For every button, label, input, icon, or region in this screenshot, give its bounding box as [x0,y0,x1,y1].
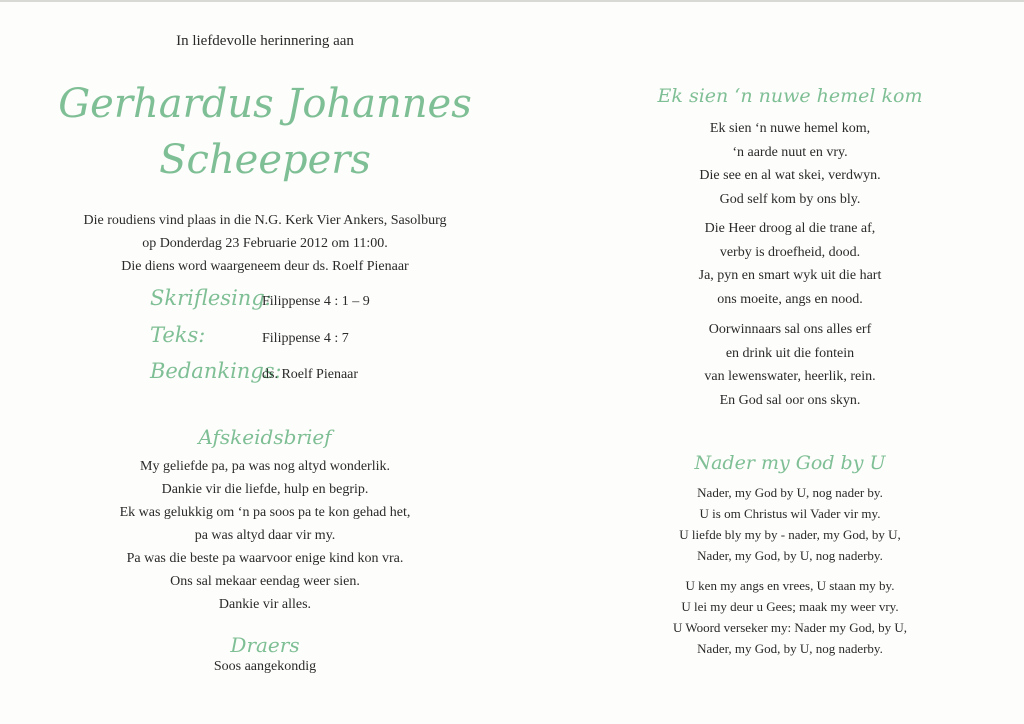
hymn-line: Die Heer droog al die trane af, [704,221,876,236]
hymn-stanza [560,217,1020,311]
program-value: ds. Roelf Pienaar [262,367,359,382]
program-label: Teks: [150,323,206,347]
hymn-line: Nader, my God, by U, nog naderby. [697,641,883,656]
hymn-line: Nader, my God by U, nog nader by. [697,485,883,500]
draers-heading: Draers [230,633,300,657]
poem-line: pa was altyd daar vir my. [194,528,336,543]
program-label: Bedankings: [150,359,282,383]
program-row-teks [150,323,349,351]
hymn-line: verby is droefheid, dood. [719,244,861,260]
hymn-line: U liefde bly my by - nader, my God, by U, [679,527,901,542]
hymn-line: Oorwinnaars sal ons alles erf [708,322,872,337]
hymn-line: U lei my deur u Gees; maak my weer vry. [681,599,899,614]
hymn-line: Die see en al wat skei, verdwyn. [699,168,881,183]
hymn-line: Ja, pyn en smart wyk uit die hart [698,268,882,283]
left-column [40,0,490,724]
service-line: op Donderdag 23 Februarie 2012 om 11:00. [142,236,388,251]
draers-text: Soos aangekondig [213,659,317,674]
intro-text: In liefdevolle herinnering aan [176,33,354,49]
afskeidsbrief-text [40,455,490,616]
hymn-line: God self kom by ons bly. [719,191,861,207]
poem-line: My geliefde pa, pa was nog altyd wonderlik. [140,459,390,474]
hymn-line: ‘n aarde nuut en vry. [732,144,848,160]
program-row-skriflesing [150,286,370,314]
hymn-heading-nader: Nader my God by U [694,452,886,474]
hymn-line: U is om Christus wil Vader vir my. [699,506,881,521]
poem-line: Dankie vir alles. [218,597,312,612]
program-row-bedankings [150,359,358,387]
hymn-stanza [560,482,1020,566]
deceased-name-line1: Gerhardus Johannes [58,81,472,127]
poem-line: Dankie vir die liefde, hulp en begrip. [161,482,369,497]
service-details [40,209,490,278]
hymn-line: U Woord verseker my: Nader my God, by U, [672,620,908,635]
program-value: Filippense 4 : 1 – 9 [262,294,370,309]
hymn-line: En God sal oor ons skyn. [719,392,861,408]
right-column [560,0,1020,724]
hymn-line: ons moeite, angs en nood. [717,291,863,307]
hymn-stanza [560,575,1020,659]
deceased-name-line2: Scheepers [159,137,371,183]
hymn-line: en drink uit die fontein [725,345,855,361]
hymn-line: van lewenswater, heerlik, rein. [704,369,876,384]
hymn-heading-hemel: Ek sien ‘n nuwe hemel kom [657,85,923,107]
service-line: Die roudiens vind plaas in die N.G. Kerk Vier Ankers, Sasolburg [83,213,447,228]
hymn-line: Ek sien ‘n nuwe hemel kom, [709,121,871,136]
hymn-stanza [560,117,1020,211]
hymn-line: Nader, my God, by U, nog naderby. [697,548,883,563]
poem-line: Pa was die beste pa waarvoor enige kind kon vra. [126,551,404,566]
poem-line: Ek was gelukkig om ‘n pa soos pa te kon gehad het, [119,505,411,520]
hymn-line: U ken my angs en vrees, U staan my by. [685,578,895,593]
service-line: Die diens word waargeneem deur ds. Roelf Pienaar [121,259,409,274]
afskeidsbrief-heading: Afskeidsbrief [198,425,332,449]
program-value: Filippense 4 : 7 [262,331,349,346]
program-label: Skriflesing: [150,286,272,310]
poem-line: Ons sal mekaar eendag weer sien. [170,574,360,589]
hymn-stanza [560,318,1020,412]
